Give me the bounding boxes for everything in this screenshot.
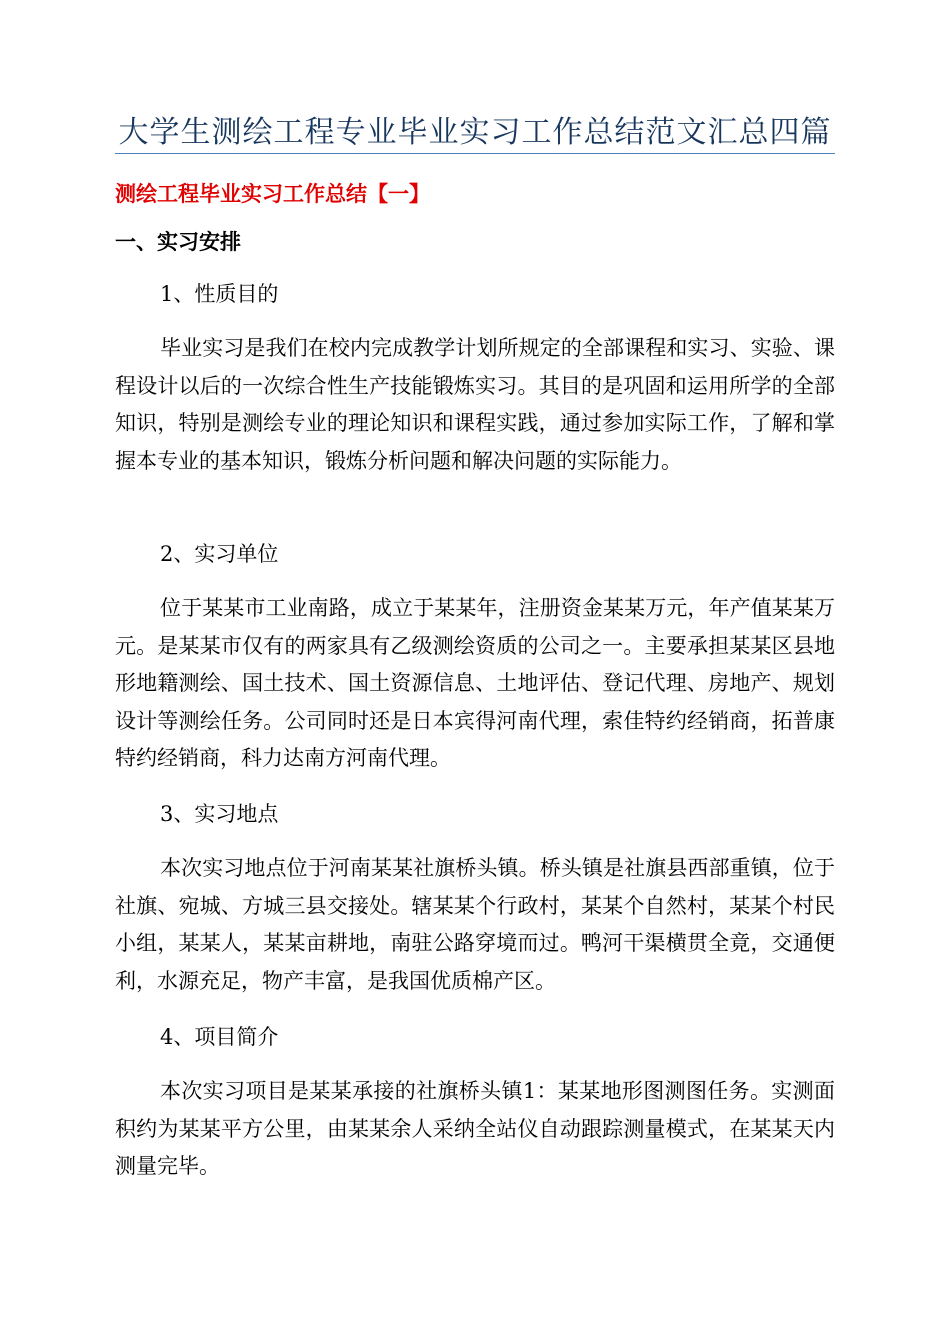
paragraph-project: 本次实习项目是某某承接的社旗桥头镇1：某某地形图测图任务。实测面积约为某某平方公里，由某某余人采纳全站仪自动跟踪测量模式，在某某天内测量完毕。 (115, 1079, 835, 1178)
subheading-purpose: 1、性质目的 (160, 282, 279, 306)
document-title: 大学生测绘工程专业毕业实习工作总结范文汇总四篇 (118, 115, 832, 150)
section-heading: 测绘工程毕业实习工作总结【一】 (115, 182, 430, 206)
part-heading: 一、实习安排 (115, 230, 241, 254)
subheading-location: 3、实习地点 (160, 802, 279, 826)
paragraph-purpose: 毕业实习是我们在校内完成教学计划所规定的全部课程和实习、实验、课程设计以后的一次综合性生产技能锻炼实习。其目的是巩固和运用所学的全部知识，特别是测绘专业的理论知识和课程实践，通过参加实际工作，了解和掌握本专业的基本知识，锻炼分析问题和解决问题的实际能力。 (115, 336, 835, 473)
paragraph-location: 本次实习地点位于河南某某社旗桥头镇。桥头镇是社旗县西部重镇，位于社旗、宛城、方城三县交接处。辖某某个行政村，某某个自然村，某某个村民小组，某某人，某某亩耕地，南驻公路穿境而过。鸭河干渠横贯全竟，交通便利，水源充足，物产丰富，是我国优质棉产区。 (115, 856, 835, 993)
subheading-project: 4、项目简介 (160, 1025, 279, 1049)
paragraph-unit: 位于某某市工业南路，成立于某某年，注册资金某某万元，年产值某某万元。是某某市仅有的两家具有乙级测绘资质的公司之一。主要承担某某区县地形地籍测绘、国土技术、国土资源信息、土地评估、登记代理、房地产、规划设计等测绘任务。公司同时还是日本宾得河南代理，索佳特约经销商，拓普康特约经销商，科力达南方河南代理。 (115, 596, 835, 770)
subheading-unit: 2、实习单位 (160, 542, 279, 566)
title-underline (115, 153, 835, 154)
